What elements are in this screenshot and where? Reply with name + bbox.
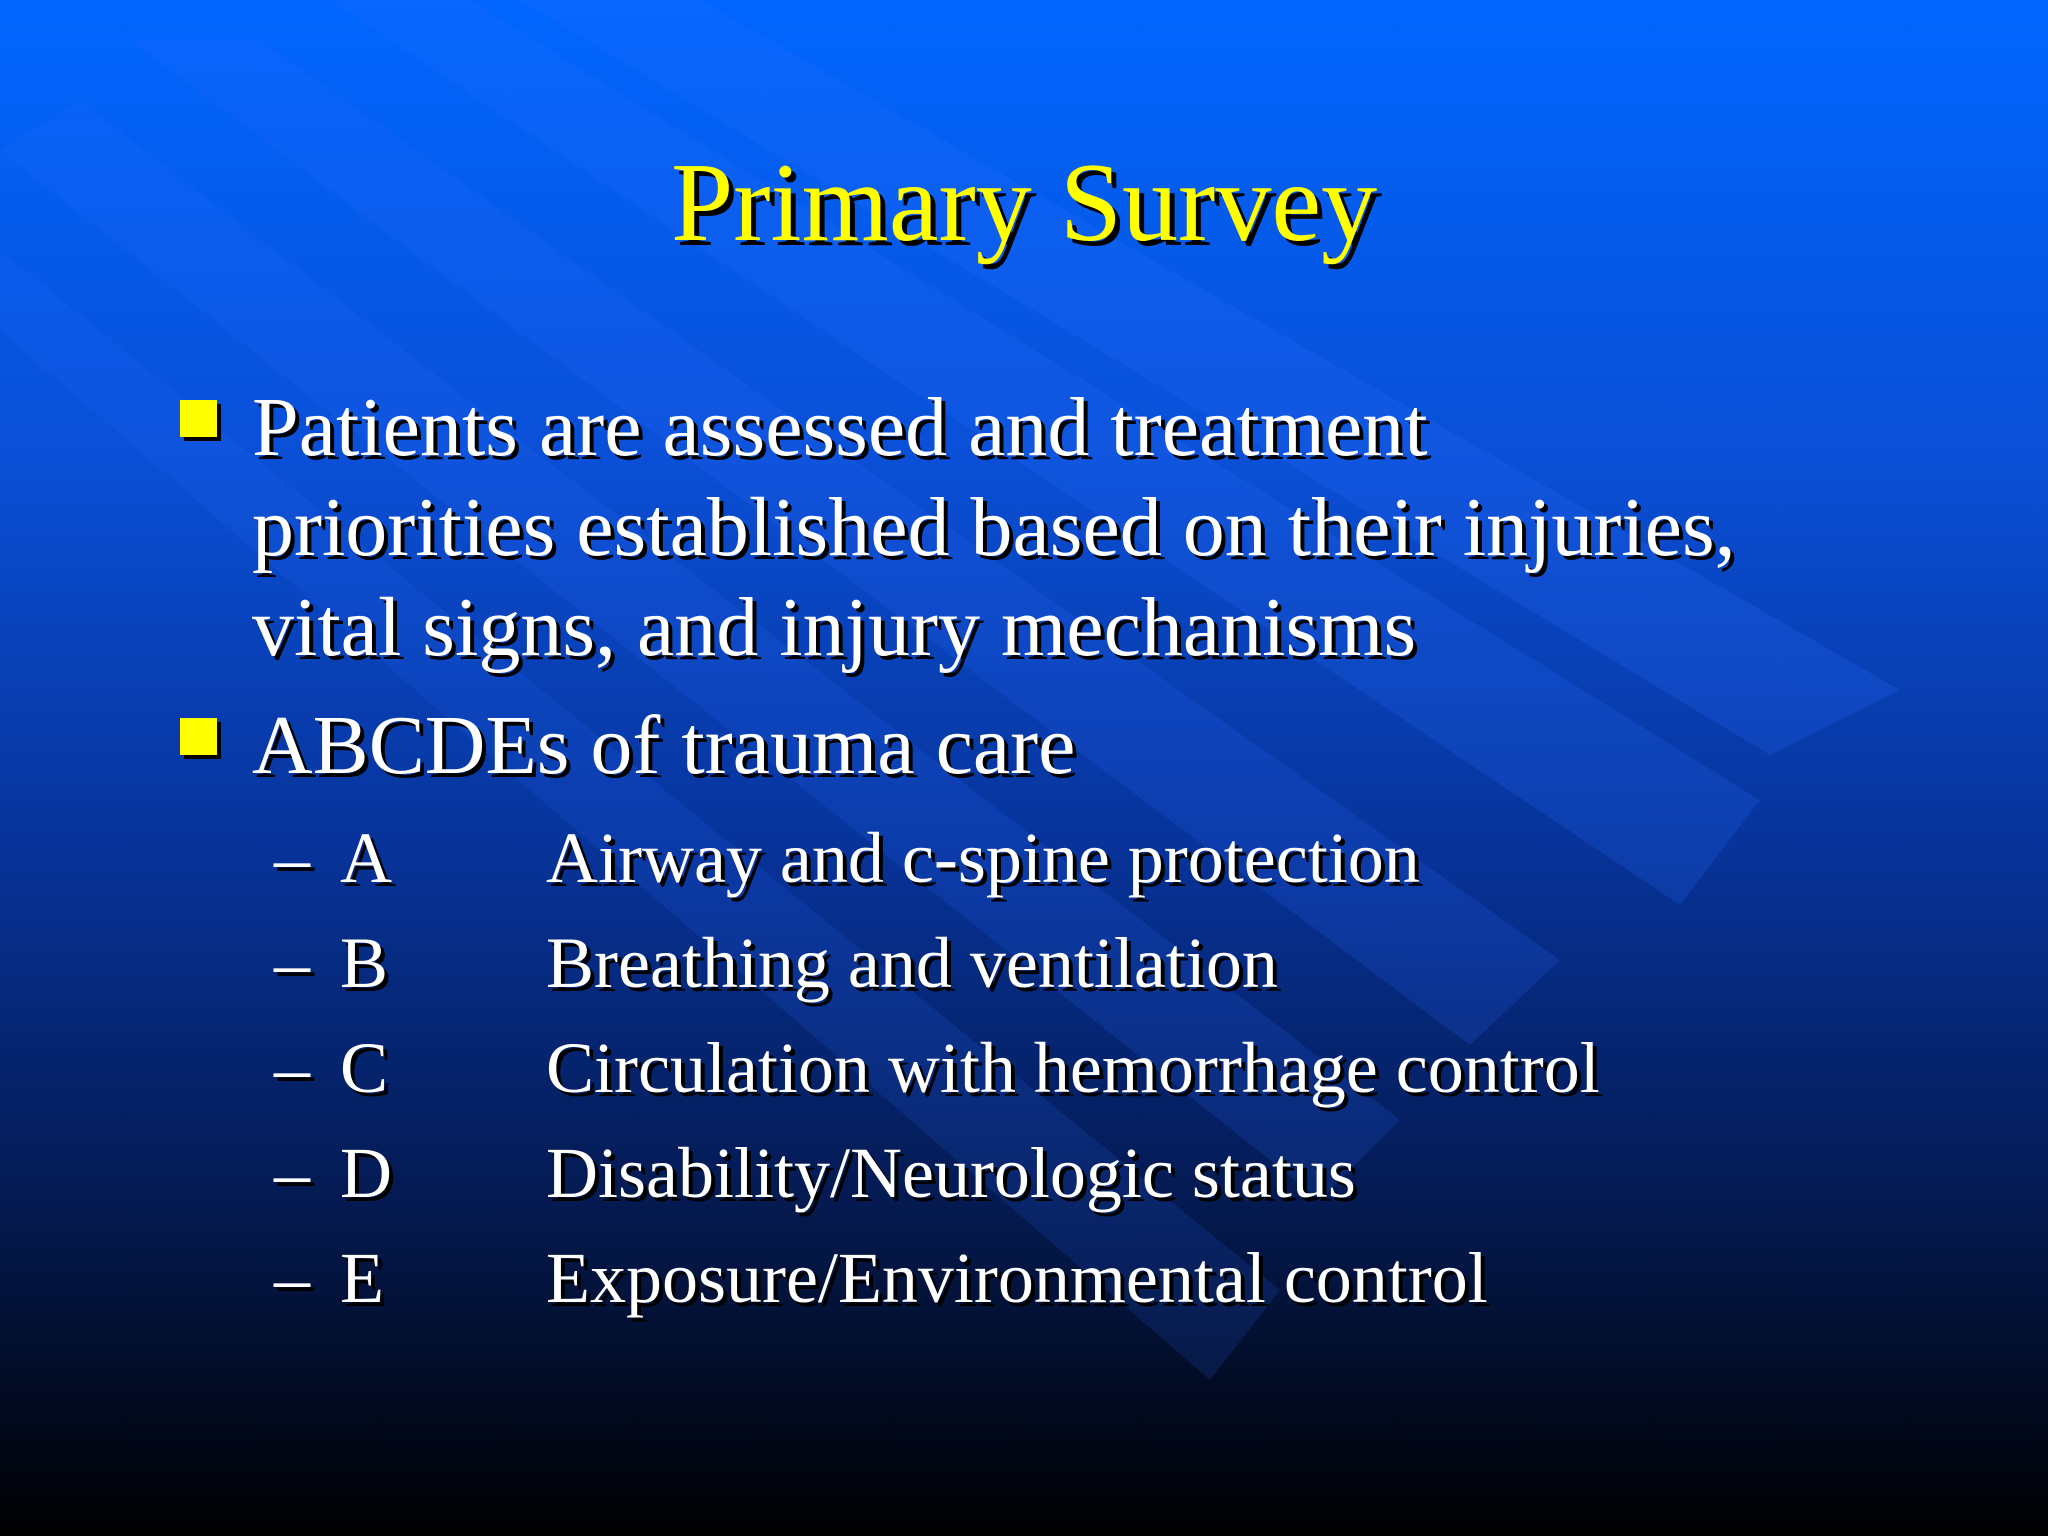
sub-item-letter: B	[340, 923, 389, 1003]
sub-item-b	[0, 911, 2048, 1016]
square-bullet-icon	[180, 400, 217, 437]
bullet-line: Patients are assessed and treatment	[252, 381, 1428, 474]
sub-item-letter: C	[340, 1028, 389, 1108]
bullet-text	[252, 378, 1972, 678]
sub-item-letter: E	[340, 1238, 384, 1318]
sub-item-description: Airway and c-spine protection	[546, 818, 1420, 898]
square-bullet-icon	[180, 718, 217, 755]
dash-marker: –	[274, 1238, 310, 1318]
bullet-line: priorities established based on their injuries,	[252, 481, 1736, 574]
sub-item-description: Disability/Neurologic status	[546, 1133, 1356, 1213]
sub-item-a	[0, 806, 2048, 911]
bullet-line: ABCDEs of trauma care	[252, 699, 1076, 792]
sub-item-e	[0, 1226, 2048, 1331]
sub-item-letter: A	[340, 818, 392, 898]
bullet-line: vital signs, and injury mechanisms	[252, 581, 1417, 674]
sub-item-d	[0, 1121, 2048, 1226]
dash-marker: –	[274, 818, 310, 898]
dash-marker: –	[274, 1028, 310, 1108]
dash-marker: –	[274, 1133, 310, 1213]
sub-item-description: Circulation with hemorrhage control	[546, 1028, 1600, 1108]
sub-item-letter: D	[340, 1133, 392, 1213]
dash-marker: –	[274, 923, 310, 1003]
sub-item-description: Exposure/Environmental control	[546, 1238, 1488, 1318]
bullet-text	[252, 696, 1972, 796]
slide-title: Primary Survey	[670, 141, 1378, 265]
sub-item-description: Breathing and ventilation	[546, 923, 1278, 1003]
sub-item-c	[0, 1016, 2048, 1121]
